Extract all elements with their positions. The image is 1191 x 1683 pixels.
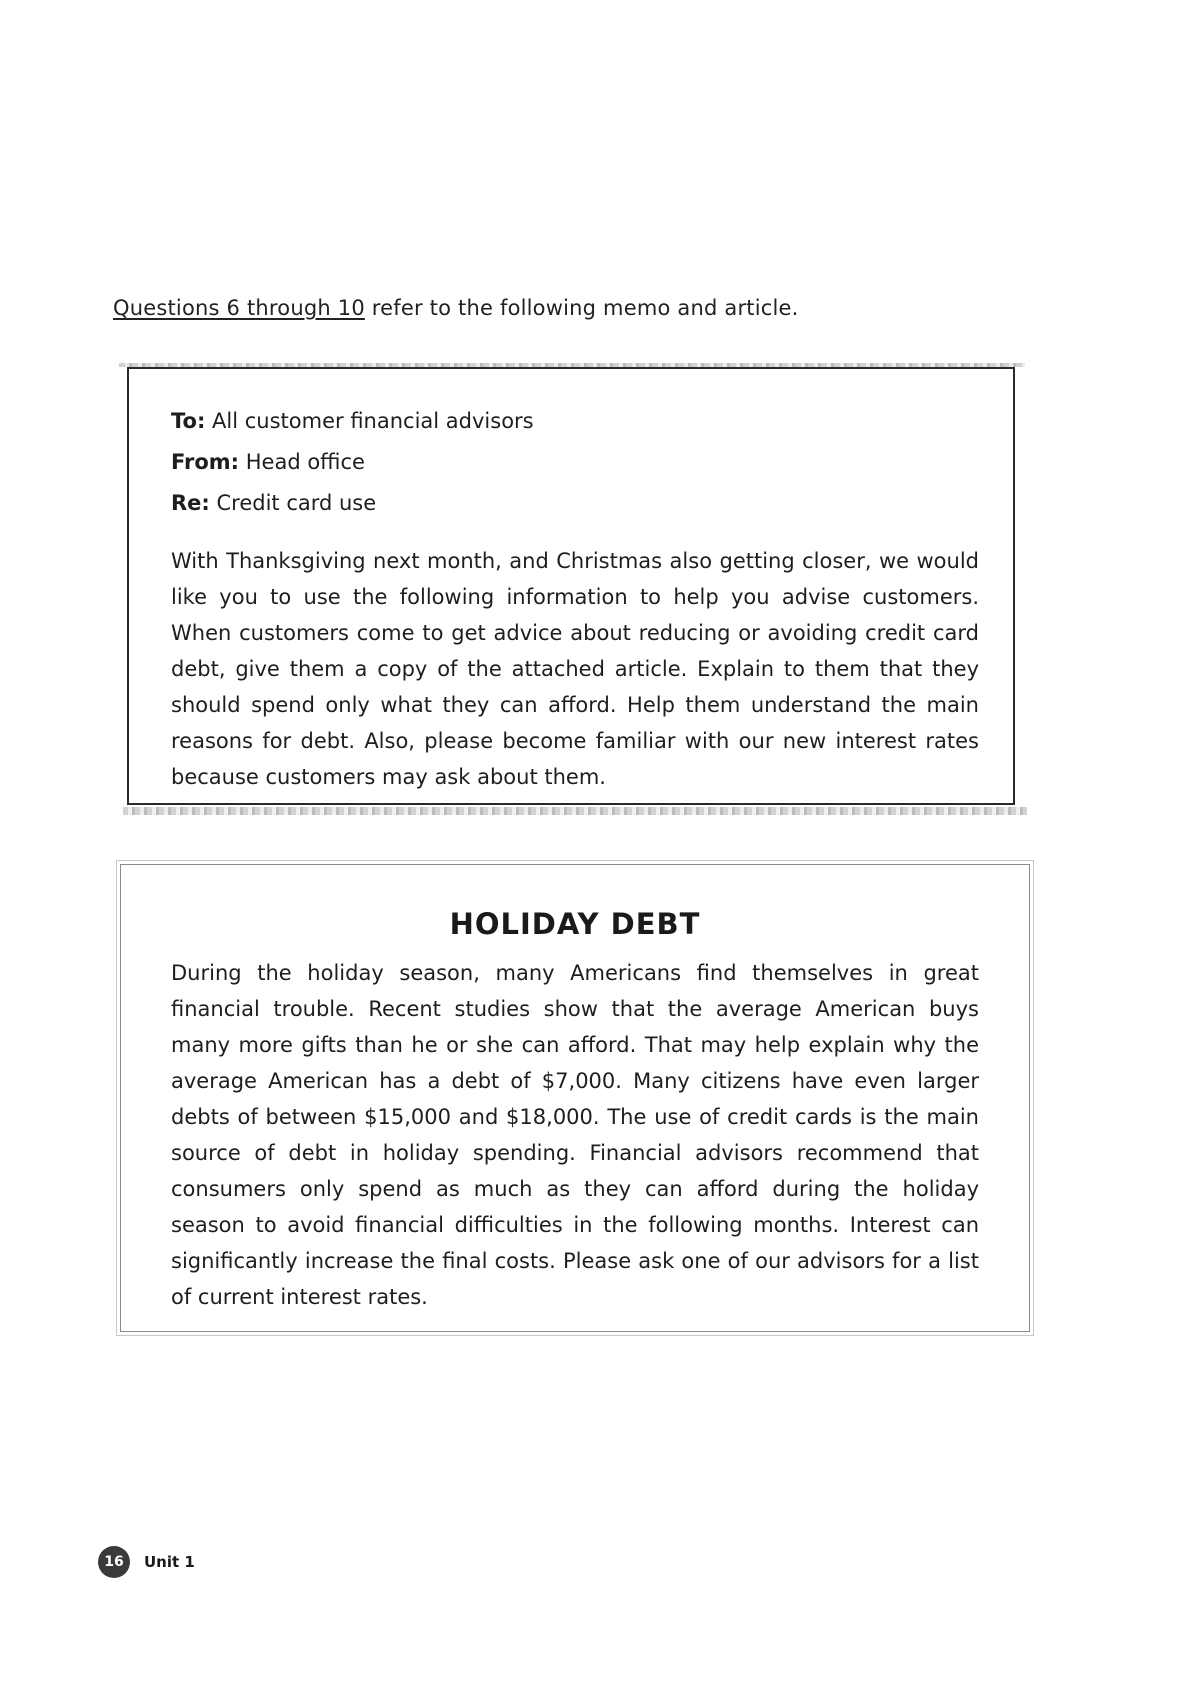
page-footer <box>98 1546 195 1578</box>
question-instruction <box>113 296 799 320</box>
article-title: HOLIDAY DEBT <box>449 907 701 941</box>
memo-re-label: Re: <box>171 491 210 515</box>
memo-re-line <box>171 483 534 524</box>
memo-re-value: Credit card use <box>209 491 377 515</box>
memo-to-line <box>171 401 534 442</box>
question-range: Questions 6 through 10 <box>113 296 365 320</box>
memo-to-value: All customer financial advisors <box>205 409 534 433</box>
page-number-badge: 16 <box>98 1546 130 1578</box>
memo-to-label: To: <box>171 409 206 433</box>
memo-from-value: Head office <box>239 450 365 474</box>
memo-box <box>127 367 1015 805</box>
memo-from-label: From: <box>171 450 240 474</box>
article-box <box>120 864 1030 1332</box>
article-body: During the holiday season, many Americans find themselves in great financial trouble. Recent studies show that the average American buys many more gifts than he or she can afford. That may help explain why the average American has a debt of $7,000. Many citizens have even larger debts of between $15,000 and $18,000. The use of credit cards is the main source of debt in holiday spending. Financial advisors recommend that consumers only spend as much as they can afford during the holiday season to avoid financial difficulties in the following months. Interest can significantly increase the final costs. Please ask one of our advisors for a list of current interest rates. <box>171 961 979 1309</box>
memo-body: With Thanksgiving next month, and Christmas also getting closer, we would like you to use the following information to help you advise customers. When customers come to get advice about reducing or avoiding credit card debt, give them a copy of the attached article. Explain to them that they should spend only what they can afford. Help them understand the main reasons for debt. Also, please become familiar with our new interest rates because customers may ask about them. <box>171 549 979 789</box>
memo-header <box>171 401 534 524</box>
memo-from-line <box>171 442 534 483</box>
unit-label: Unit 1 <box>144 1553 195 1571</box>
instruction-text: refer to the following memo and article. <box>364 296 799 320</box>
